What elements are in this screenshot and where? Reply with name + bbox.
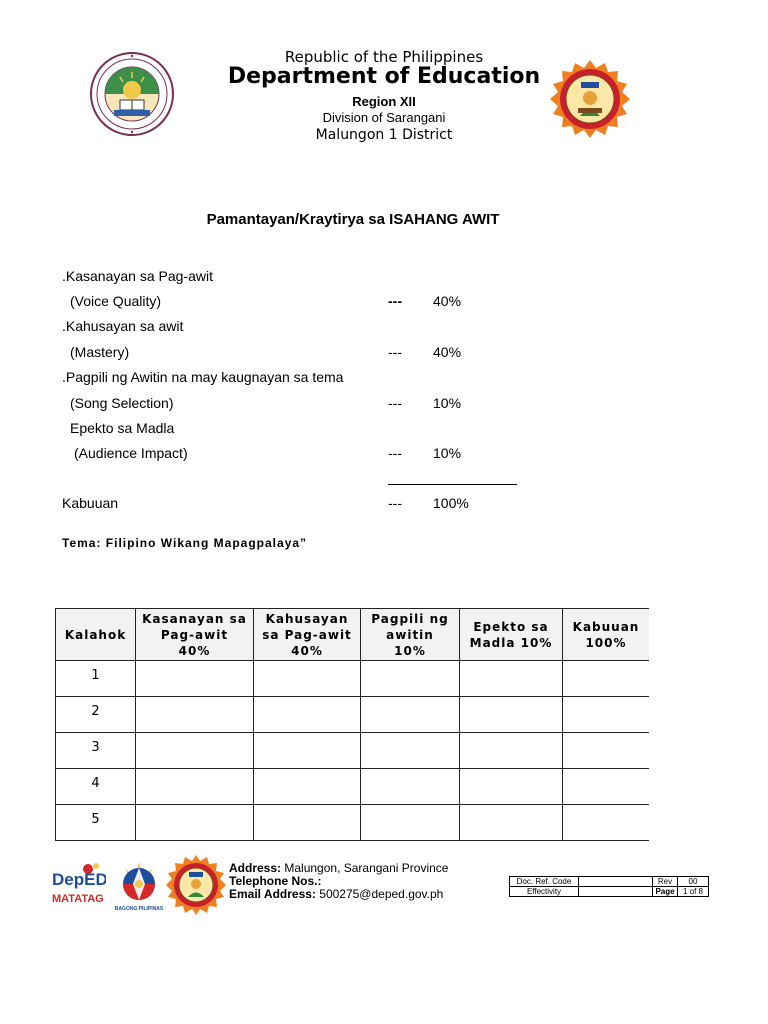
criterion-sub: (Voice Quality) — [70, 293, 162, 309]
telephone-label: Telephone Nos.: — [229, 874, 322, 888]
score-cell[interactable] — [136, 805, 254, 841]
col-header-pagpili — [361, 609, 460, 661]
criterion-sub: (Mastery) — [70, 344, 130, 360]
score-cell[interactable] — [563, 733, 650, 769]
deped-matatag-logo — [50, 862, 106, 906]
score-cell[interactable] — [361, 697, 460, 733]
col-header-kahusayan — [254, 609, 361, 661]
score-cell[interactable] — [254, 697, 361, 733]
table-row — [56, 769, 650, 805]
total-label: Kabuuan — [62, 495, 119, 511]
col-header-kalahok — [56, 609, 136, 661]
header-text: Kabuuan — [572, 619, 640, 634]
header-text: Kasanayan sa — [142, 611, 247, 626]
header-text: Pagpili ng — [371, 611, 449, 626]
svg-text:BAGONG PILIPINAS: BAGONG PILIPINAS — [114, 906, 164, 912]
page-value: 1 of 8 — [678, 887, 709, 897]
score-cell[interactable] — [361, 661, 460, 697]
criterion-percent: 10% — [433, 395, 462, 411]
score-cell[interactable] — [254, 661, 361, 697]
district-heading: Malungon 1 District — [315, 127, 453, 143]
header-text: Madla 10% — [469, 635, 553, 650]
header-text: 40% — [178, 643, 211, 658]
header-text: Kalahok — [64, 627, 127, 642]
score-cell[interactable] — [136, 697, 254, 733]
header-text: sa Pag-awit — [262, 627, 352, 642]
col-header-epekto — [460, 609, 563, 661]
criterion-dash: --- — [388, 445, 402, 461]
region-heading: Region XII — [352, 94, 416, 109]
col-header-kabuuan — [563, 609, 650, 661]
header-text: Pag-awit — [160, 627, 229, 642]
score-cell[interactable] — [460, 697, 563, 733]
criterion-label: .Pagpili ng Awitin na may kaugnayan sa tema — [62, 369, 344, 385]
criterion-label: .Kahusayan sa awit — [62, 318, 184, 334]
score-cell[interactable] — [254, 733, 361, 769]
svg-text:MATATAG: MATATAG — [52, 893, 104, 905]
criterion-sub: (Song Selection) — [70, 395, 174, 411]
rev-value: 00 — [678, 877, 709, 887]
svg-text:DepED: DepED — [52, 870, 106, 889]
row-number: 2 — [56, 697, 136, 733]
header-text: 40% — [291, 643, 323, 658]
table-row — [56, 733, 650, 769]
criterion-percent: 40% — [433, 293, 462, 309]
criterion-label: Epekto sa Madla — [70, 420, 175, 436]
email-label: Email Address: — [229, 887, 316, 901]
division-heading: Division of Sarangani — [322, 110, 446, 125]
score-cell[interactable] — [254, 769, 361, 805]
ref-row — [510, 887, 709, 897]
criterion-label: .Kasanayan sa Pag-awit — [62, 268, 213, 284]
header-text: Kahusayan — [265, 611, 349, 626]
row-number: 3 — [56, 733, 136, 769]
score-cell[interactable] — [361, 733, 460, 769]
criterion-dash: --- — [388, 344, 402, 360]
ref-row — [510, 877, 709, 887]
table-header-row — [56, 609, 650, 661]
bagong-pilipinas-logo — [114, 860, 164, 912]
rev-label: Rev — [653, 877, 678, 887]
email-line — [229, 888, 448, 901]
score-cell[interactable] — [563, 769, 650, 805]
footer-contact-info — [229, 862, 448, 901]
doc-ref-code-value — [579, 877, 653, 887]
score-cell[interactable] — [136, 661, 254, 697]
score-cell[interactable] — [460, 769, 563, 805]
doc-ref-code-label: Doc. Ref. Code — [510, 877, 579, 887]
col-header-kasanayan — [136, 609, 254, 661]
score-table — [55, 608, 649, 841]
document-reference-table — [509, 876, 709, 897]
table-row — [56, 697, 650, 733]
criterion-sub: (Audience Impact) — [74, 445, 188, 461]
score-cell[interactable] — [563, 805, 650, 841]
total-percent: 100% — [433, 495, 469, 511]
criterion-dash: --- — [388, 395, 402, 411]
header-text: 100% — [585, 635, 627, 650]
score-cell[interactable] — [563, 661, 650, 697]
score-cell[interactable] — [563, 697, 650, 733]
score-cell[interactable] — [136, 733, 254, 769]
address-label: Address: — [229, 861, 282, 875]
page-label: Page — [653, 887, 678, 897]
header-text: awitin — [386, 627, 434, 642]
criterion-percent: 40% — [433, 344, 462, 360]
score-cell[interactable] — [361, 769, 460, 805]
effectivity-label: Effectivity — [510, 887, 579, 897]
score-cell[interactable] — [460, 733, 563, 769]
score-cell[interactable] — [136, 769, 254, 805]
score-cell[interactable] — [254, 805, 361, 841]
criterion-percent: 10% — [433, 445, 462, 461]
header-text: Epekto sa — [473, 619, 549, 634]
row-number: 4 — [56, 769, 136, 805]
school-seal-small — [166, 855, 226, 915]
address-value: Malungon, Sarangani Province — [284, 861, 449, 875]
document-title: Pamantayan/Kraytirya sa ISAHANG AWIT — [206, 211, 500, 228]
total-dash: --- — [388, 495, 402, 511]
score-cell[interactable] — [460, 805, 563, 841]
score-cell[interactable] — [361, 805, 460, 841]
header-text: 10% — [394, 643, 426, 658]
criterion-dash: --- — [388, 293, 402, 309]
table-row — [56, 805, 650, 841]
row-number: 1 — [56, 661, 136, 697]
effectivity-value — [579, 887, 653, 897]
sum-rule — [388, 484, 517, 485]
row-number: 5 — [56, 805, 136, 841]
email-value[interactable]: 500275@deped.gov.ph — [319, 887, 444, 901]
table-row — [56, 661, 650, 697]
score-cell[interactable] — [460, 661, 563, 697]
republic-heading: Republic of the Philippines — [284, 48, 484, 66]
theme-line: Tema: Filipino Wikang Mapagpalaya” — [62, 536, 308, 550]
department-heading: Department of Education — [227, 64, 541, 89]
